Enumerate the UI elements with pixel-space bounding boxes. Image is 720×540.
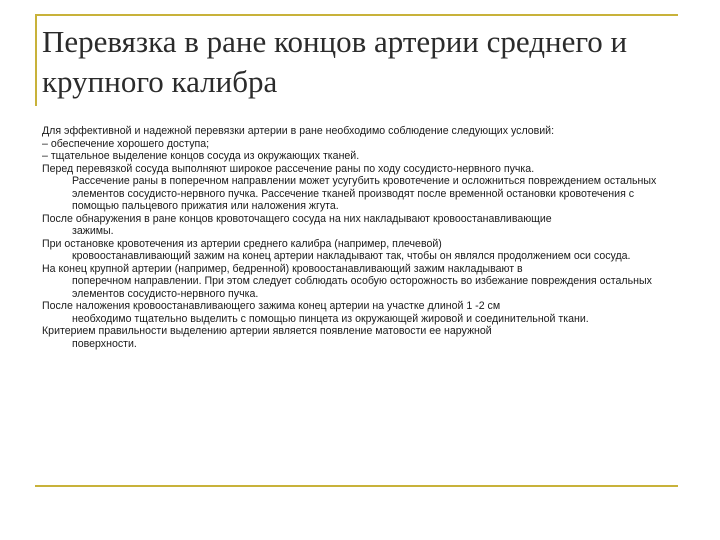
- paragraph: необходимо тщательно выделить с помощью пинцета из окружающей жировой и соединительной ткани.: [72, 312, 589, 325]
- accent-vertical-line: [35, 14, 37, 106]
- slide-body: [42, 125, 682, 350]
- paragraph: поверхности.: [72, 337, 137, 350]
- paragraph: Критерием правильности выделению артерии является появление матовости ее наружной: [42, 325, 492, 337]
- paragraph: – обеспечение хорошего доступа;: [42, 137, 210, 150]
- paragraph: После обнаружения в ране концов кровоточащего сосуда на них накладывают кровоостанавливающие: [42, 212, 552, 225]
- paragraph: Для эффективной и надежной перевязки артерии в ране необходимо соблюдение следующих условий:: [42, 125, 555, 137]
- slide-title: Перевязка в ране концов артерии среднего и крупного калибра: [42, 24, 628, 99]
- paragraph: – тщательное выделение концов сосуда из окружающих тканей.: [42, 150, 360, 162]
- paragraph: Рассечение раны в поперечном направлении может усугубить кровотечение и осложниться повреждением остальных элементов сосудисто-нервного пучка. Рассечение тканей производят после временной остановки кровотечения с помощью пальцевого прижатия или наложения жгута.: [72, 175, 657, 212]
- accent-bottom-line: [35, 485, 678, 487]
- paragraph: На конец крупной артерии (например, бедренной) кровоостанавливающий зажим накладывают в: [42, 262, 523, 275]
- paragraph: зажимы.: [72, 225, 114, 237]
- paragraph: При остановке кровотечения из артерии среднего калибра (например, плечевой): [42, 237, 442, 250]
- paragraph: После наложения кровоостанавливающего зажима конец артерии на участке длиной 1 -2 см: [42, 300, 501, 312]
- paragraph: поперечном направлении. При этом следует соблюдать особую осторожность во избежание повреждения остальных элементов сосудисто-нервного пучка.: [72, 275, 652, 300]
- paragraph: Перед перевязкой сосуда выполняют широкое рассечение раны по ходу сосудисто-нервного пучка.: [42, 162, 535, 175]
- paragraph: кровоостанавливающий зажим на конец артерии накладывают так, чтобы он являлся продолжением оси сосуда.: [72, 250, 631, 262]
- accent-top-line: [35, 14, 678, 16]
